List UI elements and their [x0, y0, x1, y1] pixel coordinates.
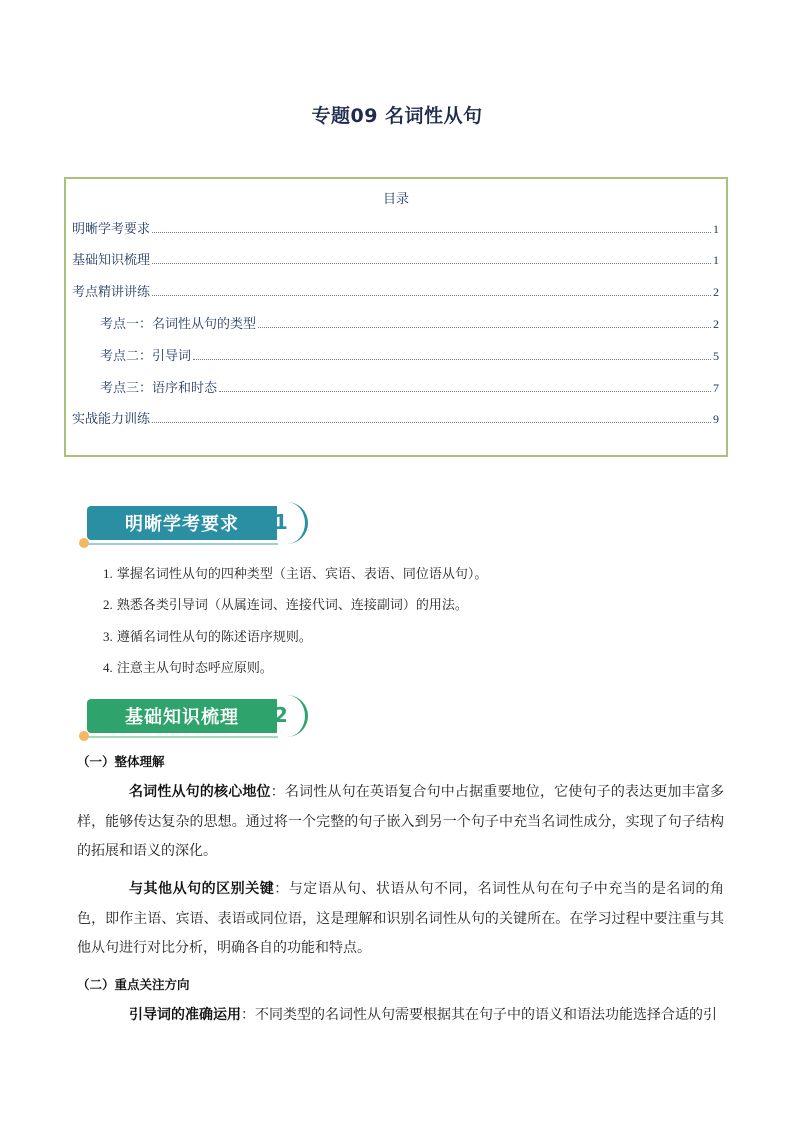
subsection-heading: （一）整体理解 [77, 754, 165, 769]
toc-entry-page: 9 [713, 412, 719, 426]
banner-dot [79, 538, 89, 548]
banner-dot [79, 731, 89, 741]
requirement-item [103, 563, 487, 582]
paragraph-lead: 名词性从句的核心地位 [129, 784, 271, 800]
toc-leader-dots [219, 390, 711, 392]
requirement-number: 1. [103, 566, 113, 581]
toc-entry[interactable] [100, 314, 719, 332]
requirement-item [103, 657, 273, 676]
page-title: 专题09 名词性从句 [311, 105, 483, 127]
requirement-number: 2. [103, 597, 113, 612]
toc-entry[interactable] [100, 346, 719, 364]
requirement-text: 掌握名词性从句的四种类型（主语、宾语、表语、同位语从句）。 [116, 567, 488, 582]
toc-entry[interactable] [72, 250, 719, 268]
paragraph-body: ：与定语从句、状语从句不同，名词性从句在句子中充当的是名词的角色，即作主语、宾语、表语或同位语，这是理解和识别名词性从句的关键所在。在学习过程中要注重与其他从句进行对比分析，明确各自的功能和特点。 [77, 881, 724, 956]
toc-entry-page: 5 [713, 349, 719, 363]
toc-entry[interactable] [72, 282, 719, 300]
requirement-item [103, 594, 468, 613]
toc-leader-dots [152, 294, 711, 296]
requirement-number: 4. [103, 660, 113, 675]
banner-underline [88, 736, 278, 738]
toc-entry-label: 实战能力训练 [72, 412, 151, 427]
paragraph-body: ：名词性从句在英语复合句中占据重要地位，它使句子的表达更加丰富多样，能够传达复杂的思想。通过将一个完整的句子嵌入到另一个句子中充当名词性成分，实现了句子结构的拓展和语义的深化。 [77, 784, 725, 859]
section-title: 基础知识梳理 [87, 699, 277, 733]
paragraph-lead: 引导词的准确运用 [129, 1007, 241, 1023]
toc-entry-label: 考点三：语序和时态 [100, 381, 218, 396]
section-banner-requirements [82, 502, 322, 546]
toc-heading: 目录 [382, 192, 409, 207]
section-banner-knowledge [82, 695, 322, 739]
toc-entry-label: 明晰学考要求 [72, 222, 151, 237]
paragraph [77, 778, 724, 867]
requirement-text: 注意主从句时态呼应原则。 [116, 661, 273, 676]
section-title: 明晰学考要求 [87, 506, 277, 540]
toc-entry-page: 1 [713, 253, 719, 267]
toc-entry-page: 1 [713, 222, 719, 236]
toc-entry[interactable] [72, 409, 719, 427]
banner-underline [88, 543, 278, 545]
toc-entry-label: 考点一：名词性从句的类型 [100, 317, 257, 332]
paragraph [77, 875, 724, 964]
toc-leader-dots [152, 231, 711, 233]
requirement-number: 3. [103, 629, 113, 644]
requirement-item [103, 626, 312, 645]
toc-leader-dots [152, 262, 711, 264]
toc-entry-page: 2 [713, 285, 719, 299]
subsection-heading: （二）重点关注方向 [77, 977, 190, 992]
toc-entry-label: 考点精讲讲练 [72, 285, 151, 300]
paragraph-body: ：不同类型的名词性从句需要根据其在句子中的语义和语法功能选择合适的引 [241, 1007, 717, 1023]
section-number: 02 [260, 703, 288, 727]
toc-entry-label: 考点二：引导词 [100, 349, 192, 364]
toc-entry-page: 2 [713, 317, 719, 331]
paragraph [77, 1001, 724, 1031]
toc-entry-label: 基础知识梳理 [72, 253, 151, 268]
toc-entry-page: 7 [713, 381, 719, 395]
requirement-text: 遵循名词性从句的陈述语序规则。 [116, 630, 312, 645]
requirement-text: 熟悉各类引导词（从属连词、连接代词、连接副词）的用法。 [116, 598, 468, 613]
toc-leader-dots [152, 421, 711, 423]
section-number: 01 [260, 510, 288, 534]
toc-entry[interactable] [100, 378, 719, 396]
toc-entry[interactable] [72, 219, 719, 237]
toc-leader-dots [193, 358, 711, 360]
table-of-contents [64, 177, 728, 457]
toc-leader-dots [258, 326, 711, 328]
paragraph-lead: 与其他从句的区别关键 [129, 881, 275, 897]
